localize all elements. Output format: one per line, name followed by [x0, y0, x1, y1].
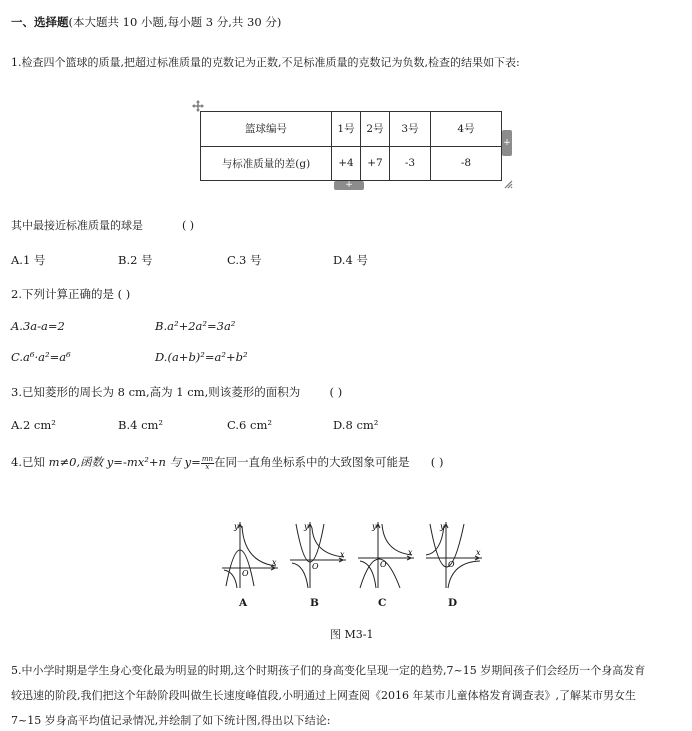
q3-answer-paren: ( ): [329, 385, 343, 399]
q3-stem: [11, 384, 342, 400]
q1-option-b[interactable]: B.2 号: [118, 253, 153, 267]
q3-option-d[interactable]: D.8 cm²: [333, 418, 379, 432]
q4-stem-b: m≠0,函数 y=-mx²+n 与 y=: [48, 455, 201, 469]
origin-label: O: [448, 560, 455, 569]
table-cell[interactable]: 与标准质量的差(g): [201, 146, 332, 181]
q3-stem-text: 3.已知菱形的周长为 8 cm,高为 1 cm,则该菱形的面积为: [11, 385, 301, 399]
table-cell[interactable]: 1号: [332, 112, 361, 147]
table-cell[interactable]: 3号: [390, 112, 431, 147]
axis-y-label: y: [304, 522, 309, 531]
table-cell[interactable]: 2号: [361, 112, 390, 147]
q3-option-c[interactable]: C.6 cm²: [227, 418, 272, 432]
graph-c[interactable]: [356, 520, 416, 590]
axis-x-label: x: [340, 550, 345, 559]
q1-option-d[interactable]: D.4 号: [333, 253, 368, 267]
axis-y-label: y: [372, 522, 377, 531]
graph-label-a: A: [239, 597, 248, 609]
axis-x-label: x: [272, 558, 277, 567]
q4-answer-paren: ( ): [430, 455, 444, 469]
section-heading-rest: (本大题共 10 小题,每小题 3 分,共 30 分): [68, 15, 282, 29]
section-heading: [11, 14, 281, 30]
figure-caption: 图 M3-1: [330, 628, 374, 641]
q5-line-3: 7~15 岁身高平均值记录情况,并绘制了如下统计图,得出以下结论:: [11, 714, 331, 727]
section-heading-bold: 一、选择题: [11, 15, 69, 29]
table-cell[interactable]: 4号: [431, 112, 502, 147]
graph-label-c: C: [378, 597, 387, 609]
axis-x-label: x: [408, 548, 413, 557]
graph-a[interactable]: [220, 520, 280, 590]
q3-option-a[interactable]: A.2 cm²: [11, 418, 56, 432]
q4-fraction: [201, 456, 214, 471]
add-column-handle[interactable]: [502, 130, 512, 156]
q4-stem-c: 在同一直角坐标系中的大致图象可能是: [213, 455, 410, 469]
graph-b[interactable]: [288, 520, 348, 590]
table-cell[interactable]: +7: [361, 146, 390, 181]
q2-stem: 2.下列计算正确的是 ( ): [11, 287, 131, 301]
q4-stem-a: 4.已知: [11, 455, 45, 469]
axis-y-label: y: [234, 522, 239, 531]
origin-label: O: [380, 560, 387, 569]
table-cell[interactable]: 篮球编号: [201, 112, 332, 147]
q1-stem: 1.检查四个篮球的质量,把超过标准质量的克数记为正数,不足标准质量的克数记为负数,检查的结果如下表:: [11, 56, 520, 69]
q4-frac-den: x: [205, 462, 210, 471]
q1-option-c[interactable]: C.3 号: [227, 253, 262, 267]
q2-option-a[interactable]: A.3a-a=2: [11, 319, 65, 333]
q1-question-text: 其中最接近标准质量的球是: [11, 219, 143, 232]
q2-option-c[interactable]: C.a⁶·a²=a⁶: [11, 350, 71, 364]
add-row-icon[interactable]: +: [334, 181, 364, 190]
table-cell[interactable]: -3: [390, 146, 431, 181]
table-cell[interactable]: +4: [332, 146, 361, 181]
origin-label: O: [312, 562, 319, 571]
q2-option-d[interactable]: D.(a+b)²=a²+b²: [155, 350, 248, 364]
q1-answer-paren: ( ): [182, 219, 195, 232]
q5-line-2: 较迅速的阶段,我们把这个年龄阶段叫做生长速度峰值段,小明通过上网查阅《2016 年某市儿童体格发育调查表》,了解某市男女生: [11, 689, 636, 702]
mass-table[interactable]: [200, 111, 502, 181]
graph-label-d: D: [448, 597, 458, 609]
graph-d[interactable]: [424, 520, 484, 590]
axis-x-label: x: [476, 548, 481, 557]
q4-stem: [11, 454, 443, 471]
origin-label: O: [242, 569, 249, 578]
table-cell[interactable]: -8: [431, 146, 502, 181]
q2-option-b[interactable]: B.a²+2a²=3a²: [155, 319, 236, 333]
resize-icon[interactable]: [503, 178, 513, 188]
table-header-row: [201, 112, 502, 147]
q4-frac-num: mn: [201, 454, 213, 463]
q3-option-b[interactable]: B.4 cm²: [118, 418, 164, 432]
add-column-icon: +: [503, 138, 511, 148]
q5-line-1: 5.中小学时期是学生身心变化最为明显的时期,这个时期孩子们的身高变化呈现一定的趋势,7~15 岁期间孩子们会经历一个身高发育: [11, 664, 646, 677]
table-row: [201, 146, 502, 181]
graph-label-b: B: [310, 597, 319, 609]
q1-question: [11, 217, 194, 233]
axis-y-label: y: [440, 522, 445, 531]
q1-option-a[interactable]: A.1 号: [11, 253, 46, 267]
